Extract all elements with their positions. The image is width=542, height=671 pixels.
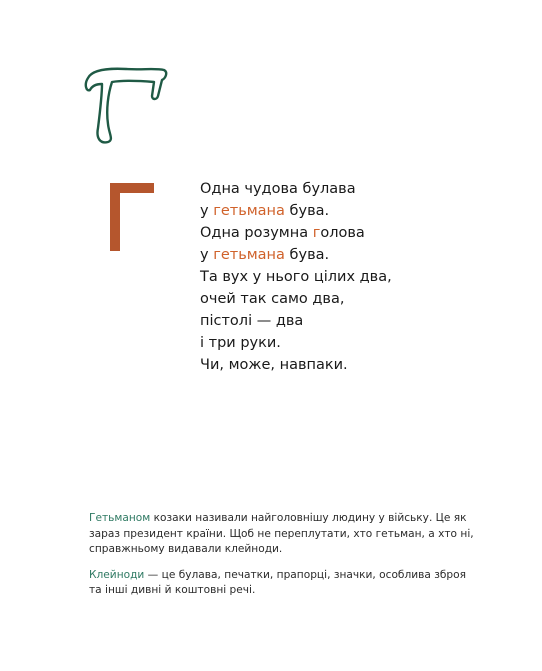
glossary-notes	[89, 511, 479, 609]
note-hetman	[89, 511, 479, 558]
poem-text: Чи, може, навпаки.	[200, 357, 348, 373]
poem-text: і три руки.	[200, 335, 281, 351]
poem-line	[200, 244, 440, 266]
poem-highlight: гетьмана	[213, 203, 285, 219]
poem-text: олова	[320, 225, 365, 241]
note-kleinody-text: — це булава, печатки, прапорці, значки, особлива зброя та інші дивні й коштовні речі.	[89, 568, 466, 596]
poem-line	[200, 200, 440, 222]
poem-highlight: гетьмана	[213, 247, 285, 263]
poem-text: Одна чудова булава	[200, 181, 356, 197]
poem-text: бува.	[284, 247, 330, 263]
poem-line	[200, 222, 440, 244]
note-kleinody	[89, 568, 479, 599]
poem-text: Та вух у нього цілих два,	[200, 269, 392, 285]
poem-highlight: г	[312, 225, 321, 241]
poem	[200, 178, 440, 376]
poem-text: Одна розумна	[200, 225, 313, 241]
poem-line	[200, 354, 440, 376]
poem-line	[200, 178, 440, 200]
poem-line	[200, 310, 440, 332]
poem-text: очей так само два,	[200, 291, 345, 307]
term-kleinody: Клейноди	[89, 568, 145, 581]
note-hetman-text: козаки називали найголовнішу людину у війську. Це як зараз президент країни. Щоб не переплутати, хто гетьман, а хто ні, справжньому видавали клейноди.	[89, 512, 474, 555]
letter-g-outline-icon	[78, 64, 168, 146]
poem-text: у	[200, 203, 214, 219]
poem-line	[200, 288, 440, 310]
poem-line	[200, 332, 440, 354]
poem-text: у	[200, 247, 214, 263]
letter-g-filled-icon	[108, 183, 154, 251]
term-hetman: Гетьманом	[89, 512, 151, 524]
poem-text: бува.	[284, 203, 330, 219]
poem-line	[200, 266, 440, 288]
poem-text: пістолі — два	[200, 313, 304, 329]
